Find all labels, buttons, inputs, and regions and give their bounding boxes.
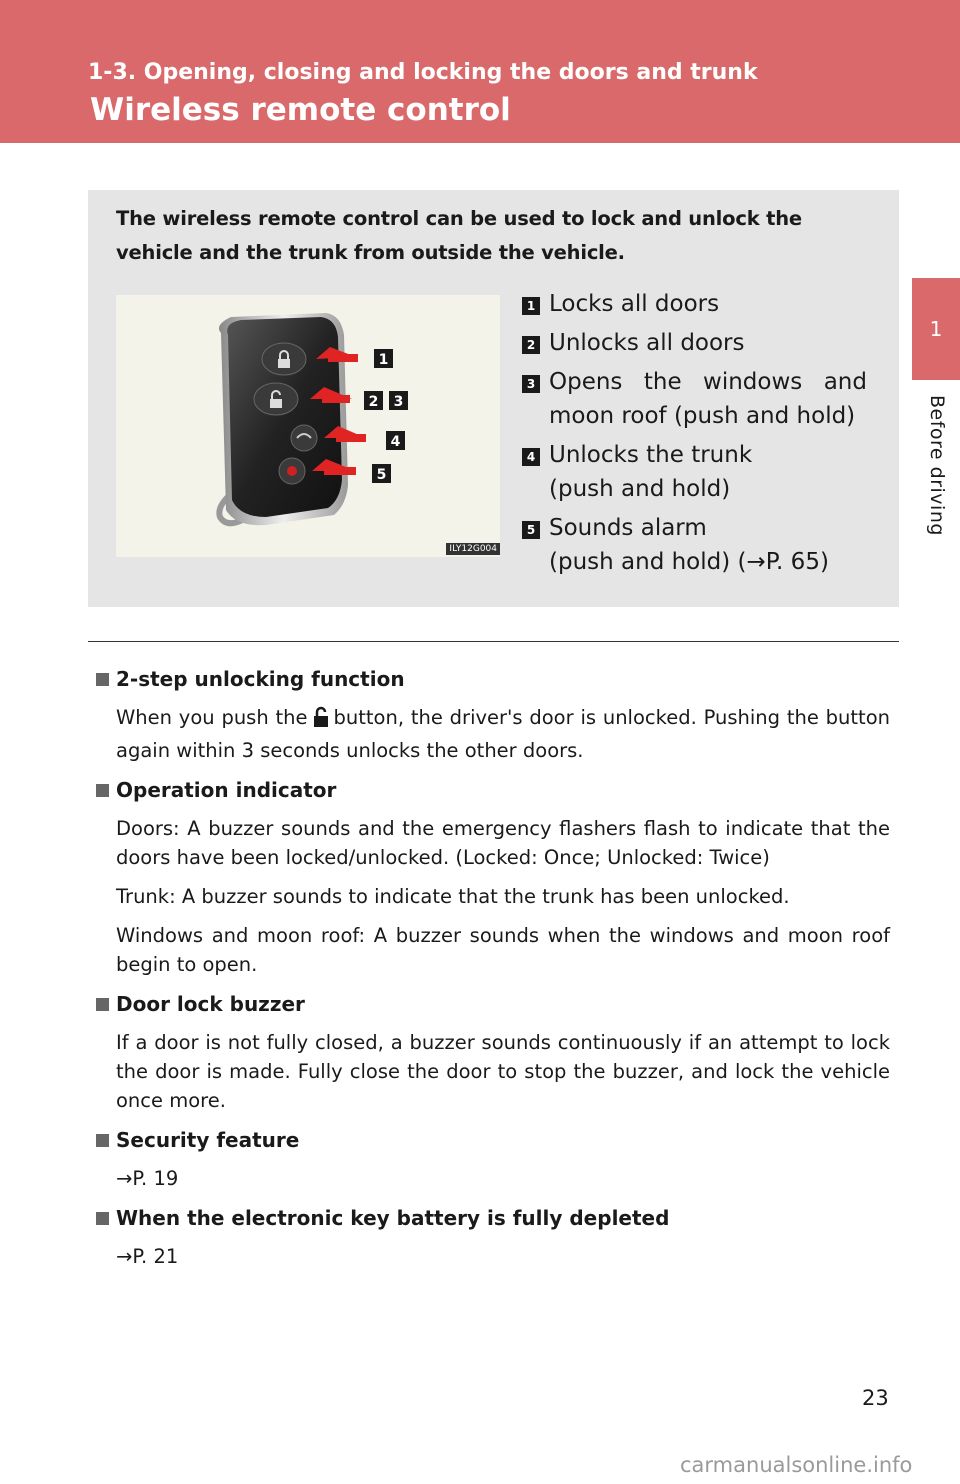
callout-num-1: 1 [378,352,389,368]
intro-text: The wireless remote control can be used to lock and unlock the vehicle and the trunk from outside the vehicle. [116,207,802,264]
topic-paragraph: Windows and moon roof: A buzzer sounds when the windows and moon roof begin to open. [116,924,890,976]
page-reference: →P. 21 [116,1245,179,1268]
button-legend [522,287,867,584]
topic-heading-text: 2-step unlocking function [116,667,405,691]
page-reference: →P. 19 [116,1167,179,1190]
legend-text-line2: (push and hold) [549,476,731,502]
legend-word: the [643,369,682,395]
trunk-button [291,425,317,451]
topic-heading [96,664,890,694]
topic-heading-text: Operation indicator [116,778,337,802]
panic-button [279,458,305,484]
legend-word: and [823,369,867,395]
legend-num: 5 [522,521,540,539]
legend-num: 4 [522,448,540,466]
square-bullet-icon [96,673,109,686]
square-bullet-icon [96,784,109,797]
lock-button [262,343,306,375]
legend-text: Locks all doors [549,291,720,317]
topic-heading-text: When the electronic key battery is fully depleted [116,1206,670,1230]
legend-item [522,511,867,579]
watermark: carmanualsonline.info [680,1453,913,1477]
legend-item [522,365,867,433]
unlock-icon [312,706,330,736]
chapter-number: 1 [929,317,943,341]
topic-heading [96,989,890,1019]
legend-word: windows [703,369,803,395]
page-number: 23 [862,1386,889,1410]
remote-key-illustration [116,295,500,557]
legend-text: Unlocks all doors [549,330,745,356]
callout-num-5: 5 [376,467,387,483]
topic-paragraph [116,703,890,765]
legend-num: 1 [522,297,540,315]
topic-paragraph: Trunk: A buzzer sounds to indicate that the trunk has been unlocked. [116,885,790,908]
legend-item [522,438,867,506]
legend-text: Sounds alarm [549,515,707,541]
legend-item [522,287,867,321]
square-bullet-icon [96,1212,109,1225]
page-title: Wireless remote control [90,92,511,128]
legend-num: 2 [522,336,540,354]
legend-text-line2: moon roof (push and hold) [549,403,856,429]
legend-text-justified [549,365,867,399]
topic-paragraph: If a door is not fully closed, a buzzer sounds continuously if an attempt to lock the door is made. Fully close the door to stop the buzzer, and lock the vehicle once more. [116,1031,890,1112]
legend-text: Unlocks the trunk [549,442,753,468]
legend-item [522,326,867,360]
callout-num-2: 2 [368,394,379,410]
topic-heading-text: Door lock buzzer [116,992,305,1016]
legend-text-line2: (push and hold) (→P. 65) [549,549,829,575]
square-bullet-icon [96,1134,109,1147]
topic-heading [96,1125,890,1155]
remote-key-figure [116,295,500,557]
section-divider [88,641,899,642]
legend-num: 3 [522,375,540,393]
unlock-button [254,383,298,415]
notes-content [96,664,890,1281]
square-bullet-icon [96,998,109,1011]
legend-word: Opens [549,369,623,395]
topic-paragraph: Doors: A buzzer sounds and the emergency flashers flash to indicate that the doors have been locked/unlocked. (Locked: Once; Unlocked: Twice) [116,817,890,869]
chapter-tab-label: Before driving [926,395,948,536]
callout-num-3: 3 [393,394,404,410]
topic-heading-text: Security feature [116,1128,300,1152]
figure-code: ILY12G004 [446,543,500,555]
chapter-header [0,0,960,143]
topic-heading [96,775,890,805]
topic-heading [96,1203,890,1233]
paragraph-text: button, the driver's door is unlocked. Pushing the button again within 3 seconds unlocks the other doors. [116,706,890,762]
section-label: 1-3. Opening, closing and locking the doors and trunk [88,60,758,85]
callout-num-4: 4 [390,434,401,450]
chapter-tab [912,278,960,380]
paragraph-text: When you push the [116,706,308,729]
